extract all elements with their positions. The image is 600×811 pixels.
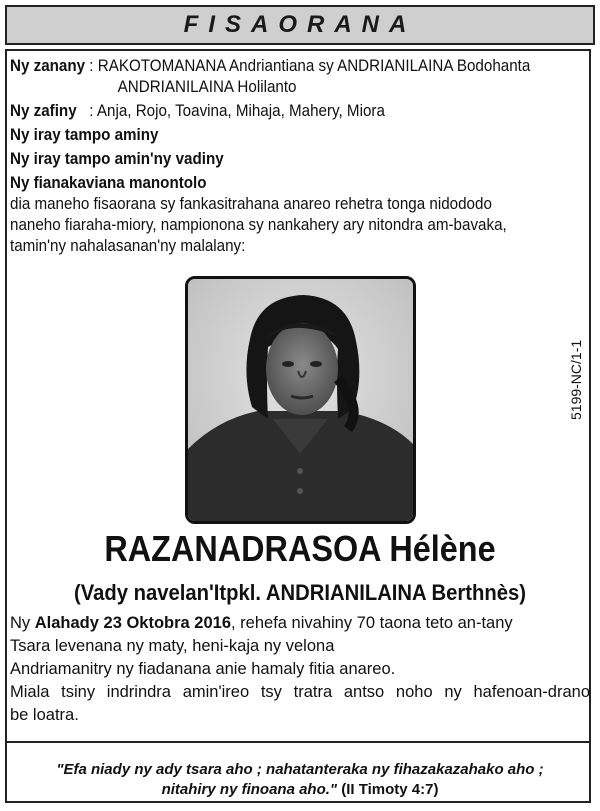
thanks-line-3: tamin'ny nahalasanan'ny malalany: xyxy=(10,237,246,255)
portrait-photo xyxy=(185,276,416,524)
family-section xyxy=(10,56,542,257)
death-prefix: Ny xyxy=(10,614,35,632)
deceased-name: RAZANADRASOA Hélène xyxy=(104,528,496,569)
grandchildren-label: Ny zafiny xyxy=(10,102,77,120)
quote-text-2: nitahiry ny finoana aho." xyxy=(161,781,338,798)
reference-code: 5199-NC/1-1 xyxy=(568,339,584,420)
death-notice xyxy=(10,612,590,727)
quote-line-1: "Efa niady ny ady tsara aho ; nahatanteraka ny fihazakazahako aho ; xyxy=(56,761,544,778)
death-date: Alahady 23 Oktobra 2016 xyxy=(34,614,232,632)
children-value-cont: ANDRIANILAINA Holilanto xyxy=(117,78,297,96)
spouse-line: (Vady navelan'Itpkl. ANDRIANILAINA Berthnès) xyxy=(73,580,527,605)
quote-reference: (II Timoty 4:7) xyxy=(337,781,439,798)
header-banner xyxy=(5,5,595,45)
thanks-line-2: naneho fiaraha-miory, nampionona sy nankahery ary nitondra am-bavaka, xyxy=(10,216,507,234)
quote-line-2 xyxy=(0,780,600,800)
thanks-line-1: dia maneho fisaorana sy fankasitrahana anareo rehetra tonga nidododo xyxy=(10,195,492,213)
grandchildren-value: : Anja, Rojo, Toavina, Mihaja, Mahery, Miora xyxy=(76,102,385,120)
death-line-3: Andriamanitry ny fiadanana anie hamaly fitia anareo. xyxy=(10,660,396,678)
children-label: Ny zanany xyxy=(10,57,86,75)
death-line-4: Miala tsiny indrindra amin'ireo tsy tratra antso noho ny hafenoan-drano xyxy=(10,683,590,701)
siblings-line: Ny iray tampo aminy xyxy=(10,126,159,144)
death-suffix: , rehefa nivahiny 70 taona teto an-tany xyxy=(231,614,513,632)
death-line-5: be loatra. xyxy=(10,706,79,724)
death-date-line xyxy=(10,612,590,635)
page-title: FISAORANA xyxy=(183,11,417,38)
children-row xyxy=(10,56,542,77)
death-line-2: Tsara levenana ny maty, heni-kaja ny velona xyxy=(10,637,335,655)
divider xyxy=(5,741,591,743)
whole-family-line: Ny fianakaviana manontolo xyxy=(10,174,207,192)
bible-quote xyxy=(0,760,600,800)
spouse-siblings-line: Ny iray tampo amin'ny vadiny xyxy=(10,150,224,168)
grandchildren-row xyxy=(10,101,542,122)
children-value: : RAKOTOMANANA Andriantiana sy ANDRIANILAINA Bodohanta xyxy=(85,57,531,75)
